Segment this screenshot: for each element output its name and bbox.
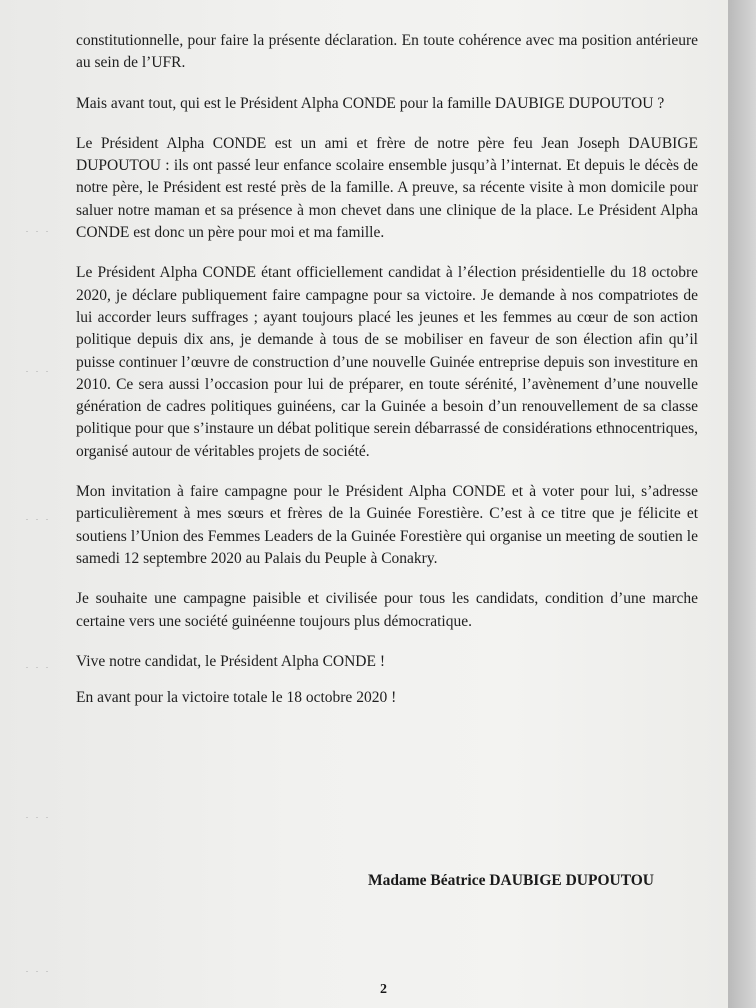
- punch-mark: . . .: [26, 513, 51, 522]
- paragraph-campaign: Le Président Alpha CONDE étant officiellement candidat à l’élection présidentielle du 18 octobre 2020, je déclare publiquement faire campagne pour sa victoire. Je demande à nos compatriotes de lui accorder leurs suffrages ; ayant toujours placé les jeunes et les femmes au cœur de son action politique depuis dix ans, je demande à tous de se mobiliser en faveur de son élection afin qu’il puisse continuer l’œuvre de construction d’une nouvelle Guinée entreprise depuis son investiture en 2010. Ce sera aussi l’occasion pour lui de préparer, en toute sérénité, l’avènement d’une nouvelle génération de cadres politiques guinéens, car la Guinée a besoin d’un renouvellement de sa classe politique pour que s’instaure un débat politique serein débarrassé de considérations ethnocentriques, organisé autour de véritables projets de société.: [76, 264, 698, 460]
- page-number: 2: [380, 982, 387, 997]
- punch-mark: . . .: [26, 811, 51, 820]
- punch-mark: . . .: [26, 225, 51, 234]
- paragraph-long-live: Vive notre candidat, le Président Alpha CONDE !: [76, 652, 385, 670]
- paragraph-intro: constitutionnelle, pour faire la présente déclaration. En toute cohérence avec ma position antérieure au sein de l’UFR.: [76, 32, 698, 72]
- document-body: [76, 30, 698, 723]
- paragraph-wish: Je souhaite une campagne paisible et civilisée pour tous les candidats, condition d’une marche certaine vers une société guinéenne toujours plus démocratique.: [76, 590, 698, 630]
- punch-mark: . . .: [26, 965, 51, 974]
- punch-mark: . . .: [26, 661, 51, 670]
- paragraph-relationship: Le Président Alpha CONDE est un ami et frère de notre père feu Jean Joseph DAUBIGE DUPOUTOU : ils ont passé leur enfance scolaire ensemble jusqu’à l’internat. Et depuis le décès de notre père, le Président est resté près de la famille. A preuve, sa récente visite à mon domicile pour saluer notre maman et sa présence à mon chevet dans une clinique de la place. Le Président Alpha CONDE est donc un père pour moi et ma famille.: [76, 134, 698, 242]
- paragraph-forward: En avant pour la victoire totale le 18 octobre 2020 !: [76, 689, 397, 707]
- punch-mark: . . .: [26, 365, 51, 374]
- background-surface: [728, 0, 756, 1008]
- signature: Madame Béatrice DAUBIGE DUPOUTOU: [368, 872, 655, 889]
- paragraph-question: Mais avant tout, qui est le Président Alpha CONDE pour la famille DAUBIGE DUPOUTOU ?: [76, 94, 665, 112]
- paragraph-invitation: Mon invitation à faire campagne pour le Président Alpha CONDE et à voter pour lui, s’adresse particulièrement à mes sœurs et frères de la Guinée Forestière. C’est à ce titre que je félicite et soutiens l’Union des Femmes Leaders de la Guinée Forestière qui organise un meeting de soutien le samedi 12 septembre 2020 au Palais du Peuple à Conakry.: [76, 483, 698, 567]
